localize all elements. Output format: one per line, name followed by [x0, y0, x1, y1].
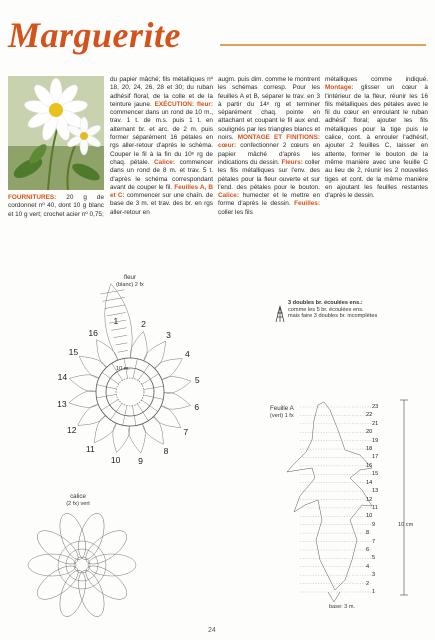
leaf-row-number: 17 — [372, 454, 379, 461]
leaf-row-number: 8 — [366, 530, 370, 537]
leaf-row-number: 20 — [366, 429, 373, 436]
petal-outline — [161, 392, 190, 409]
fournitures-label: FOURNITURES: — [8, 194, 57, 201]
col2-intro: du papier mâché; fils métalliques nº 18, 20, 24, 26, 28 et 30; du ruban adhésif floral, de la colle et de la teinture jaune. — [110, 76, 213, 108]
base-label: base: 3 m. — [328, 604, 356, 610]
ring-spoke — [142, 374, 159, 385]
montage-finitions-label: MONTAGE ET FINITIONS: cœur: — [218, 134, 320, 150]
petal-number: 1 — [113, 316, 119, 327]
fleurs-label: Fleurs: — [281, 158, 303, 166]
fleur-label — [100, 275, 160, 288]
calice-round — [74, 557, 90, 573]
col4-intro: métalliques comme indiqué. — [325, 76, 428, 83]
petal-row-mark — [118, 350, 128, 352]
petal-outline — [94, 416, 115, 443]
legend-text — [288, 300, 398, 320]
petal-row-mark — [111, 328, 126, 331]
fleur-title: fleur — [123, 274, 137, 281]
petal-number: 11 — [85, 444, 95, 455]
ring-spoke — [138, 404, 149, 421]
fleurs-text: coller les fils métalliques sur l'env. des pétales pour la fleur ouverte et sur l'end. des pétales pour le bouton. — [218, 158, 321, 191]
fleur-subtitle: (blanc) 2 fx — [116, 281, 144, 288]
leaf-row-number: 4 — [366, 563, 370, 570]
petal-number: 16 — [88, 327, 98, 338]
calice-label: Calice: — [154, 158, 175, 166]
ring-spoke — [138, 364, 149, 380]
calice-subtitle: (2 fx) vert — [66, 500, 90, 507]
execution-label: EXÉCUTION: fleur: — [154, 100, 213, 108]
petal-number: 14 — [57, 371, 68, 382]
leaf-row-number: 14 — [366, 479, 373, 486]
petal-number: 8 — [163, 446, 169, 457]
montage-text: glisser un cœur à l'intérieur de la fleur, réunir les 16 fils métalliques des pétales avec le fil du cœur en enroulant le ruban adhésif floral; ajouter les fils métalliques pour la tige puis le calice, cont. à enrouler l'adhésif, ajouter 2 feuilles C, laisser en attente, former le bouton de la même manière avec une feuille C au lieu de 2, réunir les 2 nouvelles tiges et cont. de la même manière en ajoutant les feuilles restantes d'après le dessin. — [325, 84, 428, 200]
petal-outline — [162, 377, 191, 394]
petal-outline — [155, 359, 182, 380]
petal-number: 12 — [66, 424, 77, 435]
petal-row-mark — [105, 305, 126, 309]
petal-outline — [79, 356, 106, 377]
calice-lobe — [28, 554, 76, 576]
petal-outline — [69, 391, 98, 408]
petal-outline — [154, 406, 181, 427]
petal-number: 2 — [141, 318, 146, 329]
leaf-row-number: 18 — [366, 446, 373, 453]
leaf-row-number: 11 — [372, 504, 378, 511]
leaf-row-number: 3 — [372, 572, 376, 579]
leaf-row-number: 2 — [366, 580, 370, 587]
petal-number: 6 — [194, 402, 200, 413]
dimension-label: 10 cm — [398, 522, 414, 528]
leaf-row-number: 21 — [372, 420, 379, 427]
legend-symbol — [276, 306, 284, 322]
calice-round — [66, 549, 98, 581]
petal-number: 7 — [183, 427, 189, 438]
leaf-row-number: 12 — [366, 496, 373, 503]
fournitures-text: 20 g de cordonnet nº 40, dont 10 g blanc et 10 g vert; crochet acier nº 0,75; — [8, 194, 104, 218]
ring-label: 10 m. — [116, 366, 130, 372]
petal-outline — [143, 417, 164, 444]
col3-text: augm. puis dim. comme le montrent les schémas corresp. Pour les feuilles A et B, séparer le trav. en 3 à partir du 14ᵉ rg et terminer séparément chaq. pointe en attachant et coupant le fil aux end. soulignés par les triangles blancs et noirs. — [218, 76, 320, 142]
calice-finition-text: humecter et le mettre en forme d'après le dessin. — [218, 192, 321, 208]
petal-number: 5 — [194, 374, 200, 385]
feuilles-finition-text: coller les fils — [218, 208, 253, 216]
leaf-row-number: 9 — [372, 521, 376, 528]
petal-number: 13 — [57, 399, 67, 410]
petal-number: 15 — [68, 346, 79, 357]
calice-lobe — [88, 554, 136, 576]
calice-diagram — [28, 510, 136, 620]
petal-outline — [78, 405, 105, 426]
leaf-row-number: 15 — [372, 471, 379, 478]
page-title: Marguerite — [8, 15, 182, 55]
calice-text: commencer dans un rond de 8 m. et trav. 5 t. d'après le schéma correspondant avant de couper le fil. — [110, 158, 213, 191]
ring-spoke — [110, 403, 121, 419]
feuille-subtitle: (vert) 1 fx — [270, 412, 294, 419]
leaf-row-number: 23 — [372, 404, 379, 410]
leaf-diagram — [287, 400, 408, 602]
montage-label: Montage: — [325, 84, 354, 92]
petal-outline — [97, 340, 118, 367]
leaf-row-number: 7 — [372, 538, 376, 545]
petal-number: 4 — [185, 349, 190, 360]
petal-row-mark — [116, 343, 128, 345]
leaf-row-number: 19 — [372, 437, 379, 444]
leaf-row-number: 22 — [366, 412, 373, 419]
ring-spoke — [141, 400, 157, 411]
leaf-row-number: 5 — [372, 555, 376, 562]
petal-outline — [113, 423, 130, 452]
leaf-row-number: 6 — [366, 546, 370, 553]
feuilles-label: Feuilles A, B et C: — [110, 183, 214, 200]
petal-number: 3 — [166, 329, 171, 340]
feuille-title: Feuille A — [270, 405, 294, 412]
legend-line-2: mais faire 3 doubles br. incomplètes — [288, 313, 378, 319]
legend-line-1: comme les 5 br. écoulées ens. — [288, 306, 364, 313]
petal-row-mark — [102, 297, 124, 301]
execution-text: commencer dans un rond de 10 m., trav. 1 t. de m.s. puis 1 t. en alternant br. et arc. de 2 m. puis former séparément 16 pétales en rgs aller-retour d'après le schéma. Couper le fil à la fin du 10ᵉ rg de chaq. pétale. — [110, 109, 213, 166]
feuille-label — [270, 406, 310, 419]
montage-finitions-text: confectionner 2 cœurs en papier mâché d'après les indications du dessin. — [218, 142, 320, 166]
petal-number: 9 — [138, 455, 143, 466]
leaf-row-number: 10 — [366, 513, 373, 520]
petal-row-mark — [114, 335, 127, 337]
legend-title: 3 doubles br. écoulées ens.: — [288, 300, 363, 306]
petal-outline — [69, 375, 98, 392]
calice-title: calice — [70, 493, 86, 500]
leaf-row-number: 16 — [366, 462, 373, 469]
leaf-row-number: 13 — [372, 488, 379, 495]
calice-diagram-label — [58, 494, 98, 507]
leaf-row-number: 1 — [372, 589, 376, 595]
petal-outline — [129, 424, 146, 453]
calice-finition-label: Calice: — [218, 192, 239, 200]
petal-row-mark — [100, 290, 124, 294]
ring-spoke — [101, 400, 118, 411]
petal-number: 10 — [110, 455, 121, 466]
petal-outline — [105, 284, 132, 360]
feuilles-text: commencer sur une chaîn. de base de 3 m. et trav. des br. en rgs aller-retour en — [110, 192, 214, 216]
calice-round — [58, 541, 106, 589]
page-number: 24 — [208, 627, 216, 634]
ring-spoke — [102, 372, 118, 383]
petal-outline — [144, 341, 165, 368]
petal-outline — [130, 331, 147, 360]
feuilles-finition-label: Feuilles: — [294, 200, 320, 208]
